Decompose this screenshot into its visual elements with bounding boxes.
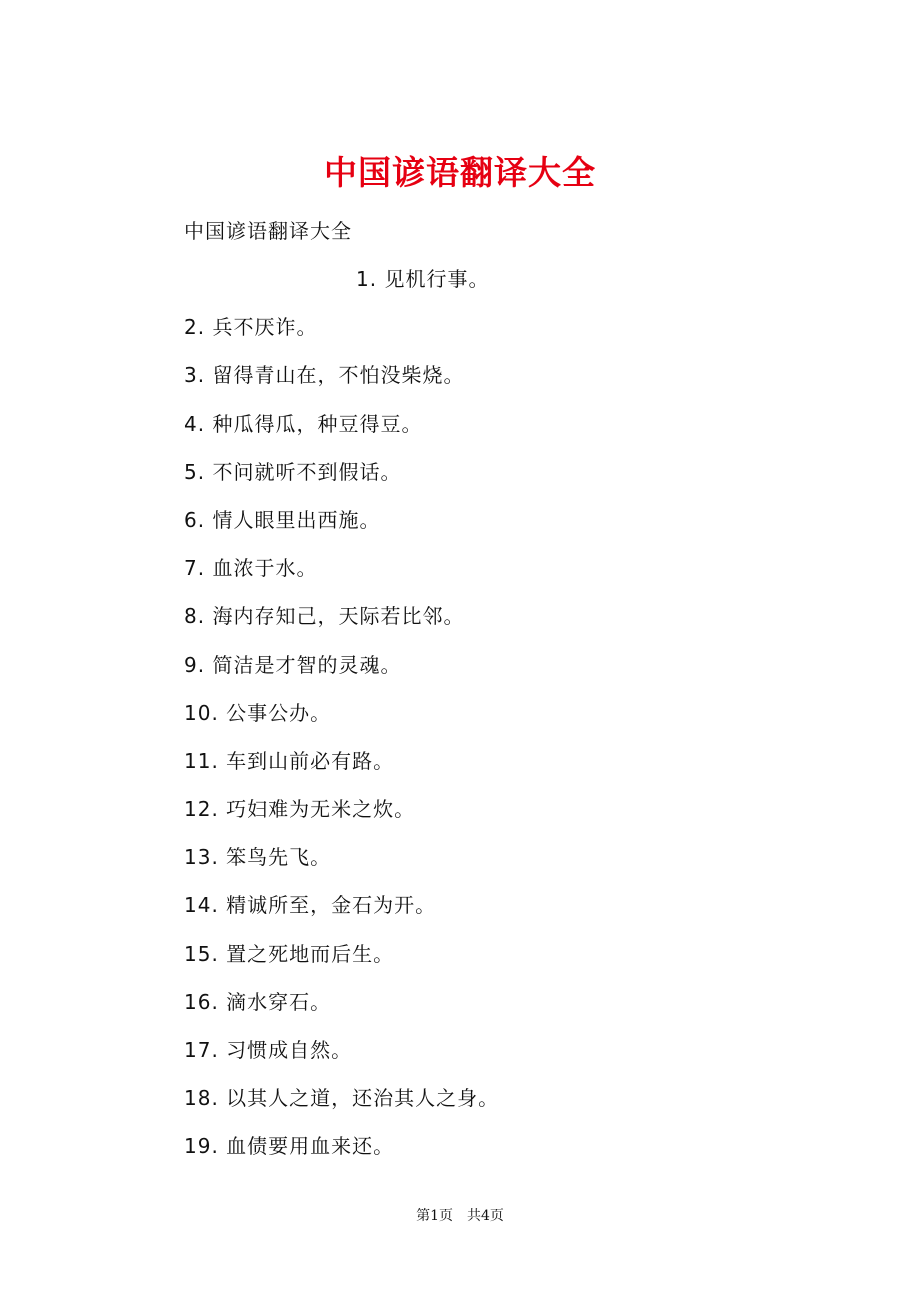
page-title: 中国谚语翻译大全 [324,153,596,193]
list-item: 15. 置之死地而后生。 [184,941,395,966]
list-item: 5. 不问就听不到假话。 [184,459,402,484]
list-item: 19. 血债要用血来还。 [184,1134,395,1159]
list-item: 9. 简洁是才智的灵魂。 [184,652,402,677]
list-item: 11. 车到山前必有路。 [184,748,395,773]
page-footer [0,1206,920,1226]
list-item: 13. 笨鸟先飞。 [184,845,332,870]
list-item: 6. 情人眼里出西施。 [184,507,381,532]
list-item: 10. 公事公办。 [184,700,332,725]
list-item: 1. 见机行事。 [356,267,490,291]
list-item: 8. 海内存知己，天际若比邻。 [184,604,465,629]
list-item: 17. 习惯成自然。 [184,1038,353,1062]
page-total: 共4页 [467,1208,504,1224]
page-number: 第1页 [416,1208,453,1224]
document-subtitle: 中国谚语翻译大全 [184,219,352,243]
proverb-list [184,264,744,1180]
list-item: 4. 种瓜得瓜，种豆得豆。 [184,411,423,436]
list-item: 16. 滴水穿石。 [184,989,332,1014]
list-item: 18. 以其人之道，还治其人之身。 [184,1086,500,1111]
list-item: 3. 留得青山在，不怕没柴烧。 [184,363,465,388]
list-item: 2. 兵不厌诈。 [184,315,318,340]
list-item: 14. 精诚所至，金石为开。 [184,893,437,918]
list-item: 12. 巧妇难为无米之炊。 [184,797,416,822]
list-item: 7. 血浓于水。 [184,556,318,581]
